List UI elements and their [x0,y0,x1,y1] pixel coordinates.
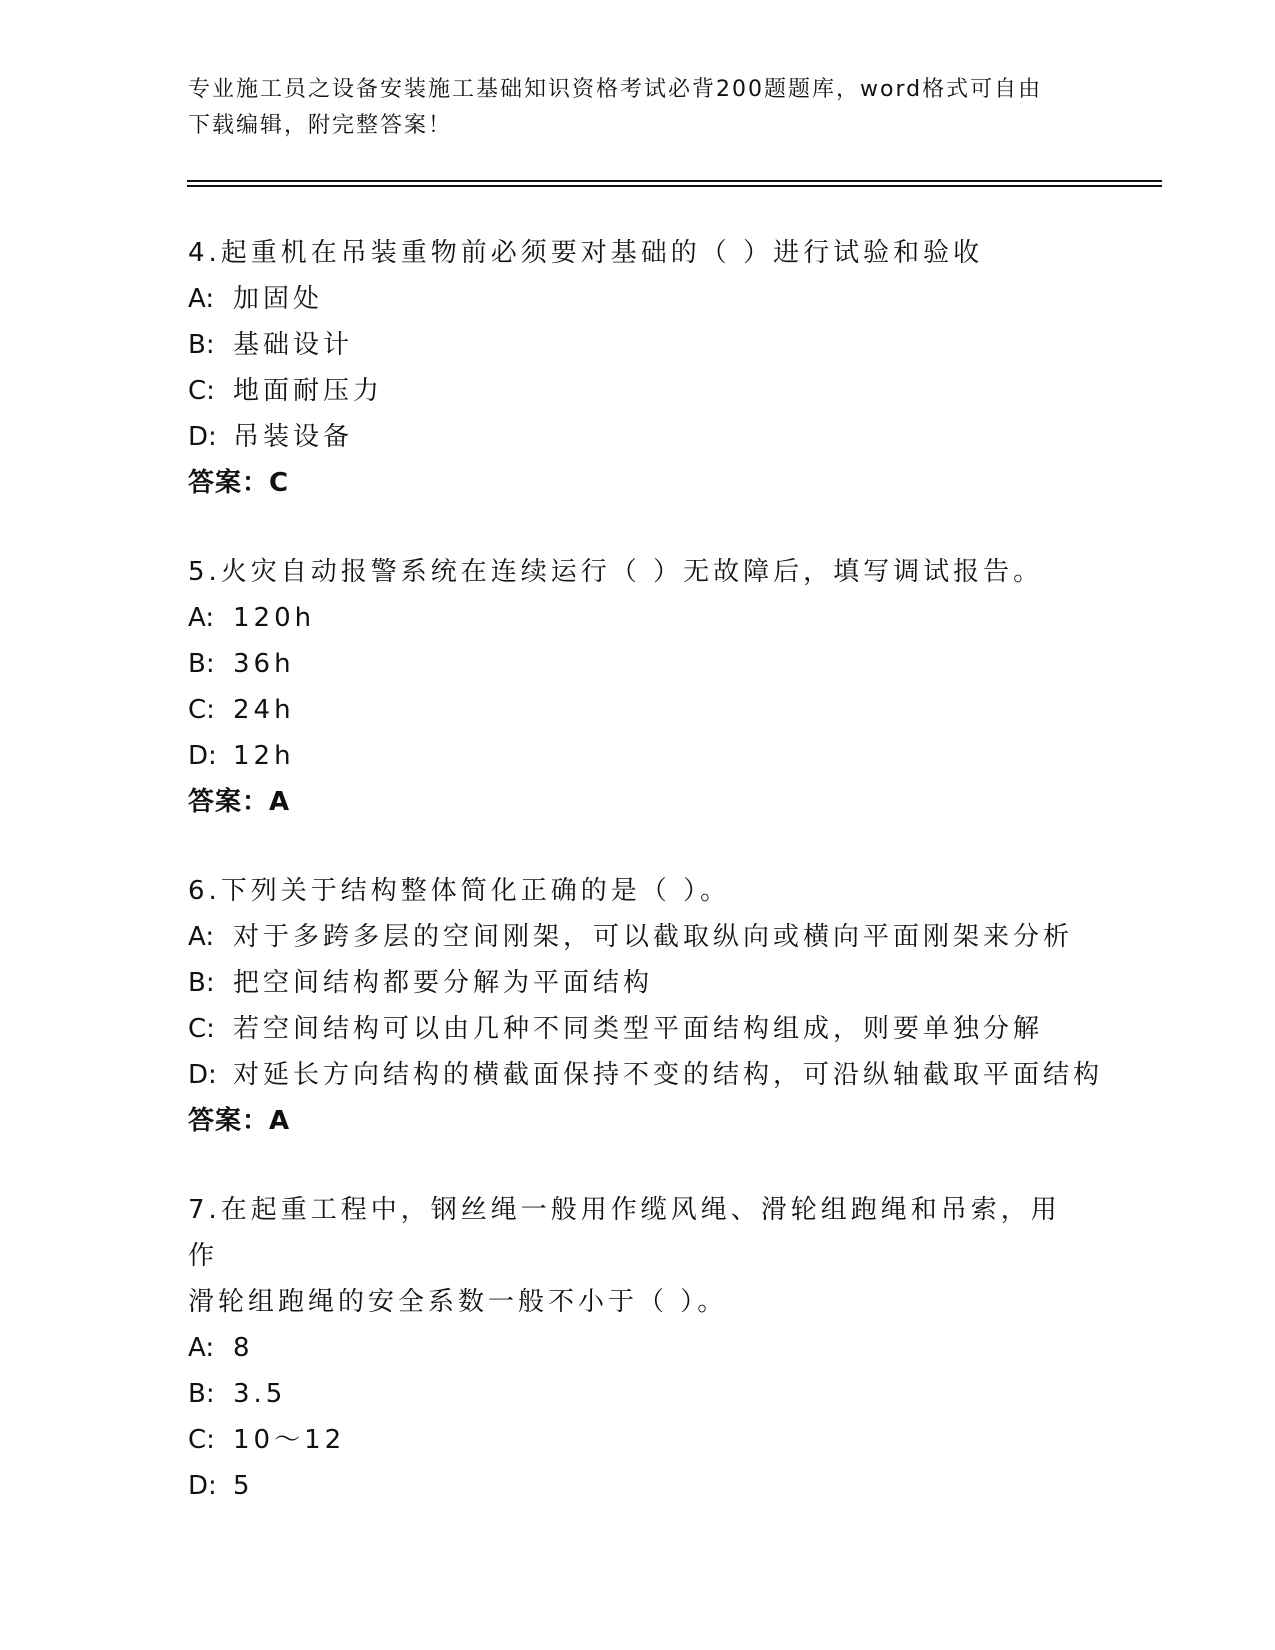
option-key: A: [188,603,215,633]
option-b [188,322,1088,368]
option-d [188,414,1088,460]
option-text: 若空间结构可以由几种不同类型平面结构组成，则要单独分解 [233,1014,1044,1044]
answer-line: 答案：A [188,787,291,817]
option-text: 吊装设备 [233,422,354,452]
option-a [188,276,1088,322]
option-text: 36h [233,649,295,679]
option-key: D: [188,1060,217,1090]
option-key: D: [188,1471,217,1501]
question-list [188,230,1104,1552]
option-key: B: [188,1379,215,1409]
option-key: B: [188,330,215,360]
option-text: 24h [233,695,295,725]
option-key: C: [188,695,215,725]
option-c [188,1006,1088,1052]
option-d [188,1052,1104,1098]
question-7 [188,1187,1088,1509]
option-key: A: [188,1333,215,1363]
question-stem: 5.火灾自动报警系统在连续运行（ ）无故障后，填写调试报告。 [188,557,1044,587]
option-key: A: [188,922,215,952]
answer-line: 答案：A [188,1106,291,1136]
option-key: B: [188,968,215,998]
option-d [188,1463,1088,1509]
option-a [188,914,1088,960]
document-header [188,72,1088,144]
option-key: C: [188,376,215,406]
option-text: 5 [233,1471,254,1501]
option-b [188,1371,1088,1417]
question-stem-line-1: 7.在起重工程中，钢丝绳一般用作缆风绳、滑轮组跑绳和吊索，用作 [188,1195,1061,1271]
question-stem: 6.下列关于结构整体简化正确的是（ ）。 [188,876,731,906]
question-5 [188,549,1088,825]
option-text: 基础设计 [233,330,354,360]
header-divider-top [187,180,1162,182]
option-b [188,960,1088,1006]
option-text: 12h [233,741,295,771]
option-c [188,368,1088,414]
option-key: A: [188,284,215,314]
question-4 [188,230,1088,506]
option-c [188,1417,1088,1463]
option-c [188,687,1088,733]
header-line-1: 专业施工员之设备安装施工基础知识资格考试必背200题题库，word格式可自由 [188,77,1043,102]
option-text: 对延长方向结构的横截面保持不变的结构，可沿纵轴截取平面结构 [233,1060,1104,1090]
option-text: 8 [233,1333,254,1363]
option-b [188,641,1088,687]
answer-line: 答案：C [188,468,290,498]
option-key: D: [188,741,217,771]
question-stem-line-2: 滑轮组跑绳的安全系数一般不小于（ ）。 [188,1287,728,1317]
option-text: 把空间结构都要分解为平面结构 [233,968,654,998]
option-text: 3.5 [233,1379,287,1409]
option-text: 加固处 [233,284,324,314]
option-a [188,595,1088,641]
question-6 [188,868,1104,1144]
question-stem: 4.起重机在吊装重物前必须要对基础的（ ）进行试验和验收 [188,238,984,268]
option-text: 地面耐压力 [233,376,384,406]
option-text: 对于多跨多层的空间刚架，可以截取纵向或横向平面刚架来分析 [233,922,1074,952]
option-key: C: [188,1014,215,1044]
option-text: 10～12 [233,1425,346,1455]
option-key: D: [188,422,217,452]
option-d [188,733,1088,779]
header-divider-bottom [187,185,1162,187]
option-a [188,1325,1088,1371]
header-line-2: 下载编辑，附完整答案！ [188,113,453,138]
option-key: C: [188,1425,215,1455]
option-key: B: [188,649,215,679]
option-text: 120h [233,603,316,633]
